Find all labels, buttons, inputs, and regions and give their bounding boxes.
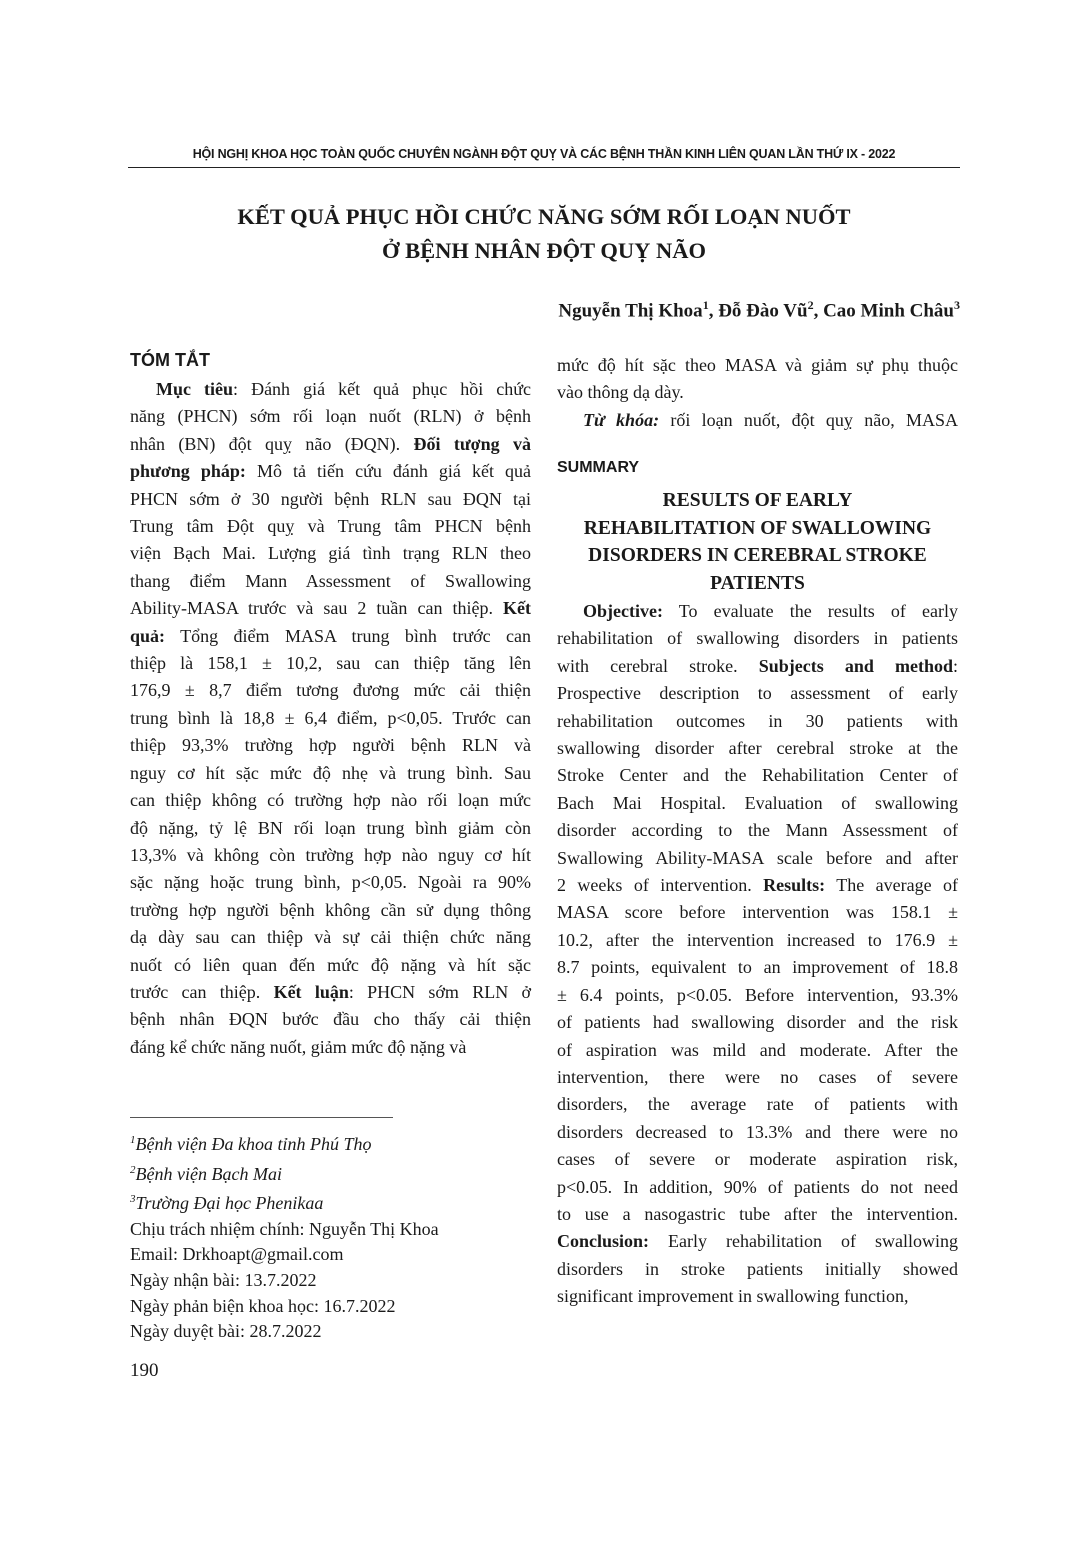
title-line: Ở BỆNH NHÂN ĐỘT QUỴ NÃO	[382, 238, 706, 263]
line-text: The average of	[825, 875, 959, 896]
english-title-line: PATIENTS	[710, 572, 805, 594]
abstract-line	[130, 540, 531, 567]
footnotes	[130, 1128, 439, 1345]
abstract-line	[557, 817, 958, 844]
line-text: to use a nasogastric tube after the intervention.	[557, 1203, 958, 1224]
line-text: viện Bạch Mai. Lượng giá tình trạng RLN theo	[130, 543, 531, 564]
affiliation-list	[130, 1128, 439, 1217]
author-affiliation-mark: 2	[807, 298, 814, 312]
author-name: Đỗ Đào Vũ	[718, 300, 808, 322]
line-text: disorders, the average rate of patients with	[557, 1094, 958, 1115]
summary-heading: SUMMARY	[557, 459, 640, 476]
line-text: năng (PHCN) sớm rối loạn nuốt (RLN) ở bệnh	[130, 406, 531, 427]
line-text: disorders in stroke patients initially showed	[557, 1258, 958, 1279]
running-header: HỘI NGHỊ KHOA HỌC TOÀN QUỐC CHUYÊN NGÀNH ĐỘT QUỴ VÀ CÁC BỆNH THẦN KINH LIÊN QUAN LẦN THỨ IX - 2022	[192, 147, 896, 161]
abstract-line	[557, 982, 958, 1009]
footnote-rule	[130, 1117, 393, 1118]
abstract-line	[130, 842, 531, 869]
affiliation-text: Bệnh viện Đa khoa tỉnh Phú Thọ	[135, 1134, 372, 1154]
line-text: disorder according to the Mann Assessment of	[557, 820, 958, 841]
tomtat-heading: TÓM TẮT	[130, 350, 210, 370]
affiliation-mark: 3	[130, 1193, 136, 1206]
line-text: 10.2, after the intervention increased to 176.9 ±	[557, 929, 958, 950]
abstract-line	[557, 790, 958, 817]
line-text: sặc nặng hoặc trung bình, p<0,05. Ngoài ra 90%	[130, 872, 531, 893]
bold-label: Subjects and method	[758, 655, 953, 676]
abstract-line	[130, 376, 531, 403]
affiliation	[130, 1128, 439, 1158]
line-text: bệnh nhân ĐQN bước đầu cho thấy cải thiện	[130, 1009, 531, 1030]
line-text: Swallowing Ability-MASA scale before and after	[557, 847, 958, 868]
line-text: 176,9 ± 8,7 điểm tương đương mức cải thiện	[130, 680, 531, 701]
english-title-line: DISORDERS IN CEREBRAL STROKE	[588, 545, 927, 567]
abstract-line	[557, 762, 958, 789]
abstract-line	[557, 1119, 958, 1146]
line-text: nguy cơ hít sặc mức độ nhẹ và trung bình. Sau	[130, 762, 531, 783]
bold-label: quả:	[130, 625, 166, 646]
vietnamese-abstract	[130, 376, 531, 1061]
line-text: đáng kể chức năng nuốt, giảm mức độ nặng và	[130, 1036, 467, 1057]
affiliation-mark: 1	[130, 1134, 136, 1146]
line-text: p<0.05. In addition, 90% of patients do not need	[557, 1176, 958, 1197]
abstract-line	[557, 954, 958, 981]
abstract-line	[130, 568, 531, 595]
line-text: nuốt có liên quan đến mức độ nặng và hít sặc	[130, 954, 531, 975]
line-text: MASA score before intervention was 158.1 ±	[557, 902, 958, 923]
author-separator: ,	[708, 300, 719, 322]
english-title-line: REHABILITATION OF SWALLOWING	[583, 517, 932, 539]
affiliation-text: Bệnh viện Bạch Mai	[135, 1163, 282, 1184]
line-text: with cerebral stroke.	[557, 655, 759, 676]
abstract-line	[130, 815, 531, 842]
line-text: nhân (BN) đột quỵ não (ĐQN).	[130, 433, 414, 454]
line-text: significant improvement in swallowing function,	[557, 1286, 909, 1307]
author-list	[558, 298, 960, 322]
page-number: 190	[130, 1360, 159, 1381]
abstract-line	[130, 787, 531, 814]
author-affiliation-mark: 1	[702, 298, 709, 312]
abstract-line	[557, 1174, 958, 1201]
title-line: KẾT QUẢ PHỤC HỒI CHỨC NĂNG SỚM RỐI LOẠN NUỐT	[237, 204, 851, 229]
abstract-line	[557, 1228, 958, 1255]
line-text: Stroke Center and the Rehabilitation Center of	[557, 765, 958, 786]
abstract-line	[130, 623, 531, 650]
line-text: rehabilitation outcomes in 30 patients with	[557, 710, 958, 731]
line-text: Prospective description to assessment of early	[557, 683, 958, 704]
abstract-line	[130, 677, 531, 704]
abstract-line	[557, 845, 958, 872]
corresponding-author: Chịu trách nhiệm chính: Nguyễn Thị Khoa	[130, 1218, 439, 1239]
abstract-line	[557, 625, 958, 652]
abstract-line	[557, 598, 958, 625]
abstract-line	[557, 735, 958, 762]
author-separator: ,	[813, 300, 824, 322]
abstract-line	[557, 1256, 958, 1283]
keywords-label: Từ khóa:	[583, 409, 660, 430]
email: Email: Drkhoapt@gmail.com	[130, 1244, 344, 1265]
abstract-line	[130, 869, 531, 896]
abstract-line	[130, 595, 531, 622]
bold-label: Kết	[503, 598, 531, 619]
abstract-line	[557, 1201, 958, 1228]
affiliation	[130, 1158, 439, 1188]
abstract-line	[557, 680, 958, 707]
affiliation-mark: 2	[130, 1163, 136, 1176]
line-text: Tổng điểm MASA trung bình trước can	[165, 625, 531, 646]
header-rule	[128, 167, 960, 168]
line-text: 8.7 points, equivalent to an improvement of 18.8	[557, 957, 958, 978]
abstract-line	[130, 431, 531, 458]
article-title	[128, 200, 960, 268]
abstract-line	[557, 1283, 958, 1310]
abstract-line	[557, 1064, 958, 1091]
line-text: Ability-MASA trước và sau 2 tuần can thiệp.	[130, 598, 504, 619]
abstract-line	[557, 899, 958, 926]
english-title-line: RESULTS OF EARLY	[662, 490, 853, 511]
line-text: 2 weeks of intervention.	[557, 875, 764, 896]
abstract-line	[130, 403, 531, 430]
abstract-line	[557, 708, 958, 735]
abstract-line	[130, 1034, 531, 1061]
author-affiliation-mark: 3	[954, 298, 960, 312]
abstract-line	[130, 458, 531, 485]
bold-label: Conclusion:	[557, 1231, 650, 1252]
bold-label: Objective:	[583, 601, 663, 621]
keywords	[557, 407, 958, 434]
abstract-line	[130, 1006, 531, 1033]
line-text: độ nặng, tỷ lệ BN rối loạn trung bình giảm còn	[130, 817, 531, 838]
abstract-line	[130, 760, 531, 787]
abstract-line	[130, 650, 531, 677]
line-text: intervention, there were no cases of severe	[557, 1066, 958, 1087]
date-received: Ngày nhận bài: 13.7.2022	[130, 1269, 317, 1290]
abstract-line	[557, 1009, 958, 1036]
abstract-line	[557, 872, 958, 899]
line-text: : Đánh giá kết quả phục hồi chức	[233, 379, 532, 399]
abstract-line: mức độ hít sặc theo MASA và giảm sự phụ thuộc	[557, 355, 958, 375]
line-text: Trung tâm Đột quỵ và Trung tâm PHCN bệnh	[130, 516, 531, 537]
line-text: Mô tả tiến cứu đánh giá kết quả	[245, 461, 531, 482]
abstract-line	[557, 1091, 958, 1118]
bold-label: Đối tượng và	[413, 433, 531, 454]
date-accepted: Ngày duyệt bài: 28.7.2022	[130, 1321, 322, 1342]
abstract-line	[557, 1037, 958, 1064]
line-text: cases of severe or moderate aspiration risk,	[557, 1149, 958, 1170]
line-text: Early rehabilitation of swallowing	[649, 1231, 958, 1252]
abstract-continuation	[557, 352, 958, 434]
author-name: Cao Minh Châu	[823, 300, 954, 322]
abstract-line	[130, 513, 531, 540]
line-text: thiệp là 158,1 ± 10,2, sau can thiệp tăng lên	[130, 653, 531, 674]
bold-label: Mục tiêu	[156, 379, 234, 399]
bold-label: Results:	[763, 875, 826, 896]
abstract-line	[130, 732, 531, 759]
date-reviewed: Ngày phản biện khoa học: 16.7.2022	[130, 1295, 396, 1316]
abstract-line	[130, 952, 531, 979]
line-text: of patients had swallowing disorder and the risk	[557, 1012, 958, 1033]
abstract-line	[130, 486, 531, 513]
line-text: Bach Mai Hospital. Evaluation of swallowing	[557, 792, 958, 813]
line-text: trung bình là 18,8 ± 6,4 điểm, p<0,05. Trước can	[130, 707, 531, 728]
abstract-line	[130, 924, 531, 951]
affiliation-text: Trường Đại học Phenikaa	[135, 1193, 324, 1214]
line-text: PHCN sớm ở 30 người bệnh RLN sau ĐQN tại	[130, 488, 531, 509]
keywords-text: rối loạn nuốt, đột quỵ não, MASA	[659, 409, 958, 430]
abstract-line	[130, 705, 531, 732]
line-text: can thiệp không có trường hợp nào rối loạn mức	[130, 790, 531, 811]
english-abstract	[557, 598, 958, 1311]
line-text: trường hợp người bệnh không cần sử dụng thông	[130, 899, 531, 920]
line-text: thiệp 93,3% trường hợp người bệnh RLN và	[130, 735, 531, 756]
abstract-line	[557, 653, 958, 680]
line-text: ± 6.4 points, p<0.05. Before intervention, 93.3%	[557, 984, 958, 1005]
line-text: trước can thiệp.	[130, 981, 274, 1002]
author-name: Nguyễn Thị Khoa	[558, 300, 703, 322]
line-text: :	[952, 655, 958, 676]
abstract-line	[557, 927, 958, 954]
bold-label: Kết luận	[273, 981, 349, 1002]
bold-label: phương pháp:	[130, 461, 246, 482]
english-title	[557, 487, 958, 597]
abstract-line	[130, 979, 531, 1006]
line-text: : PHCN sớm RLN ở	[348, 981, 531, 1002]
abstract-line: vào thông dạ dày.	[557, 382, 684, 403]
abstract-line	[557, 1146, 958, 1173]
line-text: disorders decreased to 13.3% and there were no	[557, 1121, 958, 1142]
line-text: 13,3% và không còn trường hợp nào nguy cơ hít	[130, 844, 531, 865]
abstract-line	[130, 897, 531, 924]
line-text: thang điểm Mann Assessment of Swallowing	[130, 570, 531, 591]
affiliation	[130, 1187, 439, 1217]
line-text: swallowing disorder after cerebral stroke at the	[557, 738, 958, 759]
line-text: To evaluate the results of early	[662, 601, 958, 621]
line-text: dạ dày sau can thiệp và sự cải thiện chức năng	[130, 927, 531, 948]
line-text: rehabilitation of swallowing disorders in patients	[557, 628, 958, 649]
line-text: of aspiration was mild and moderate. After the	[557, 1039, 958, 1060]
